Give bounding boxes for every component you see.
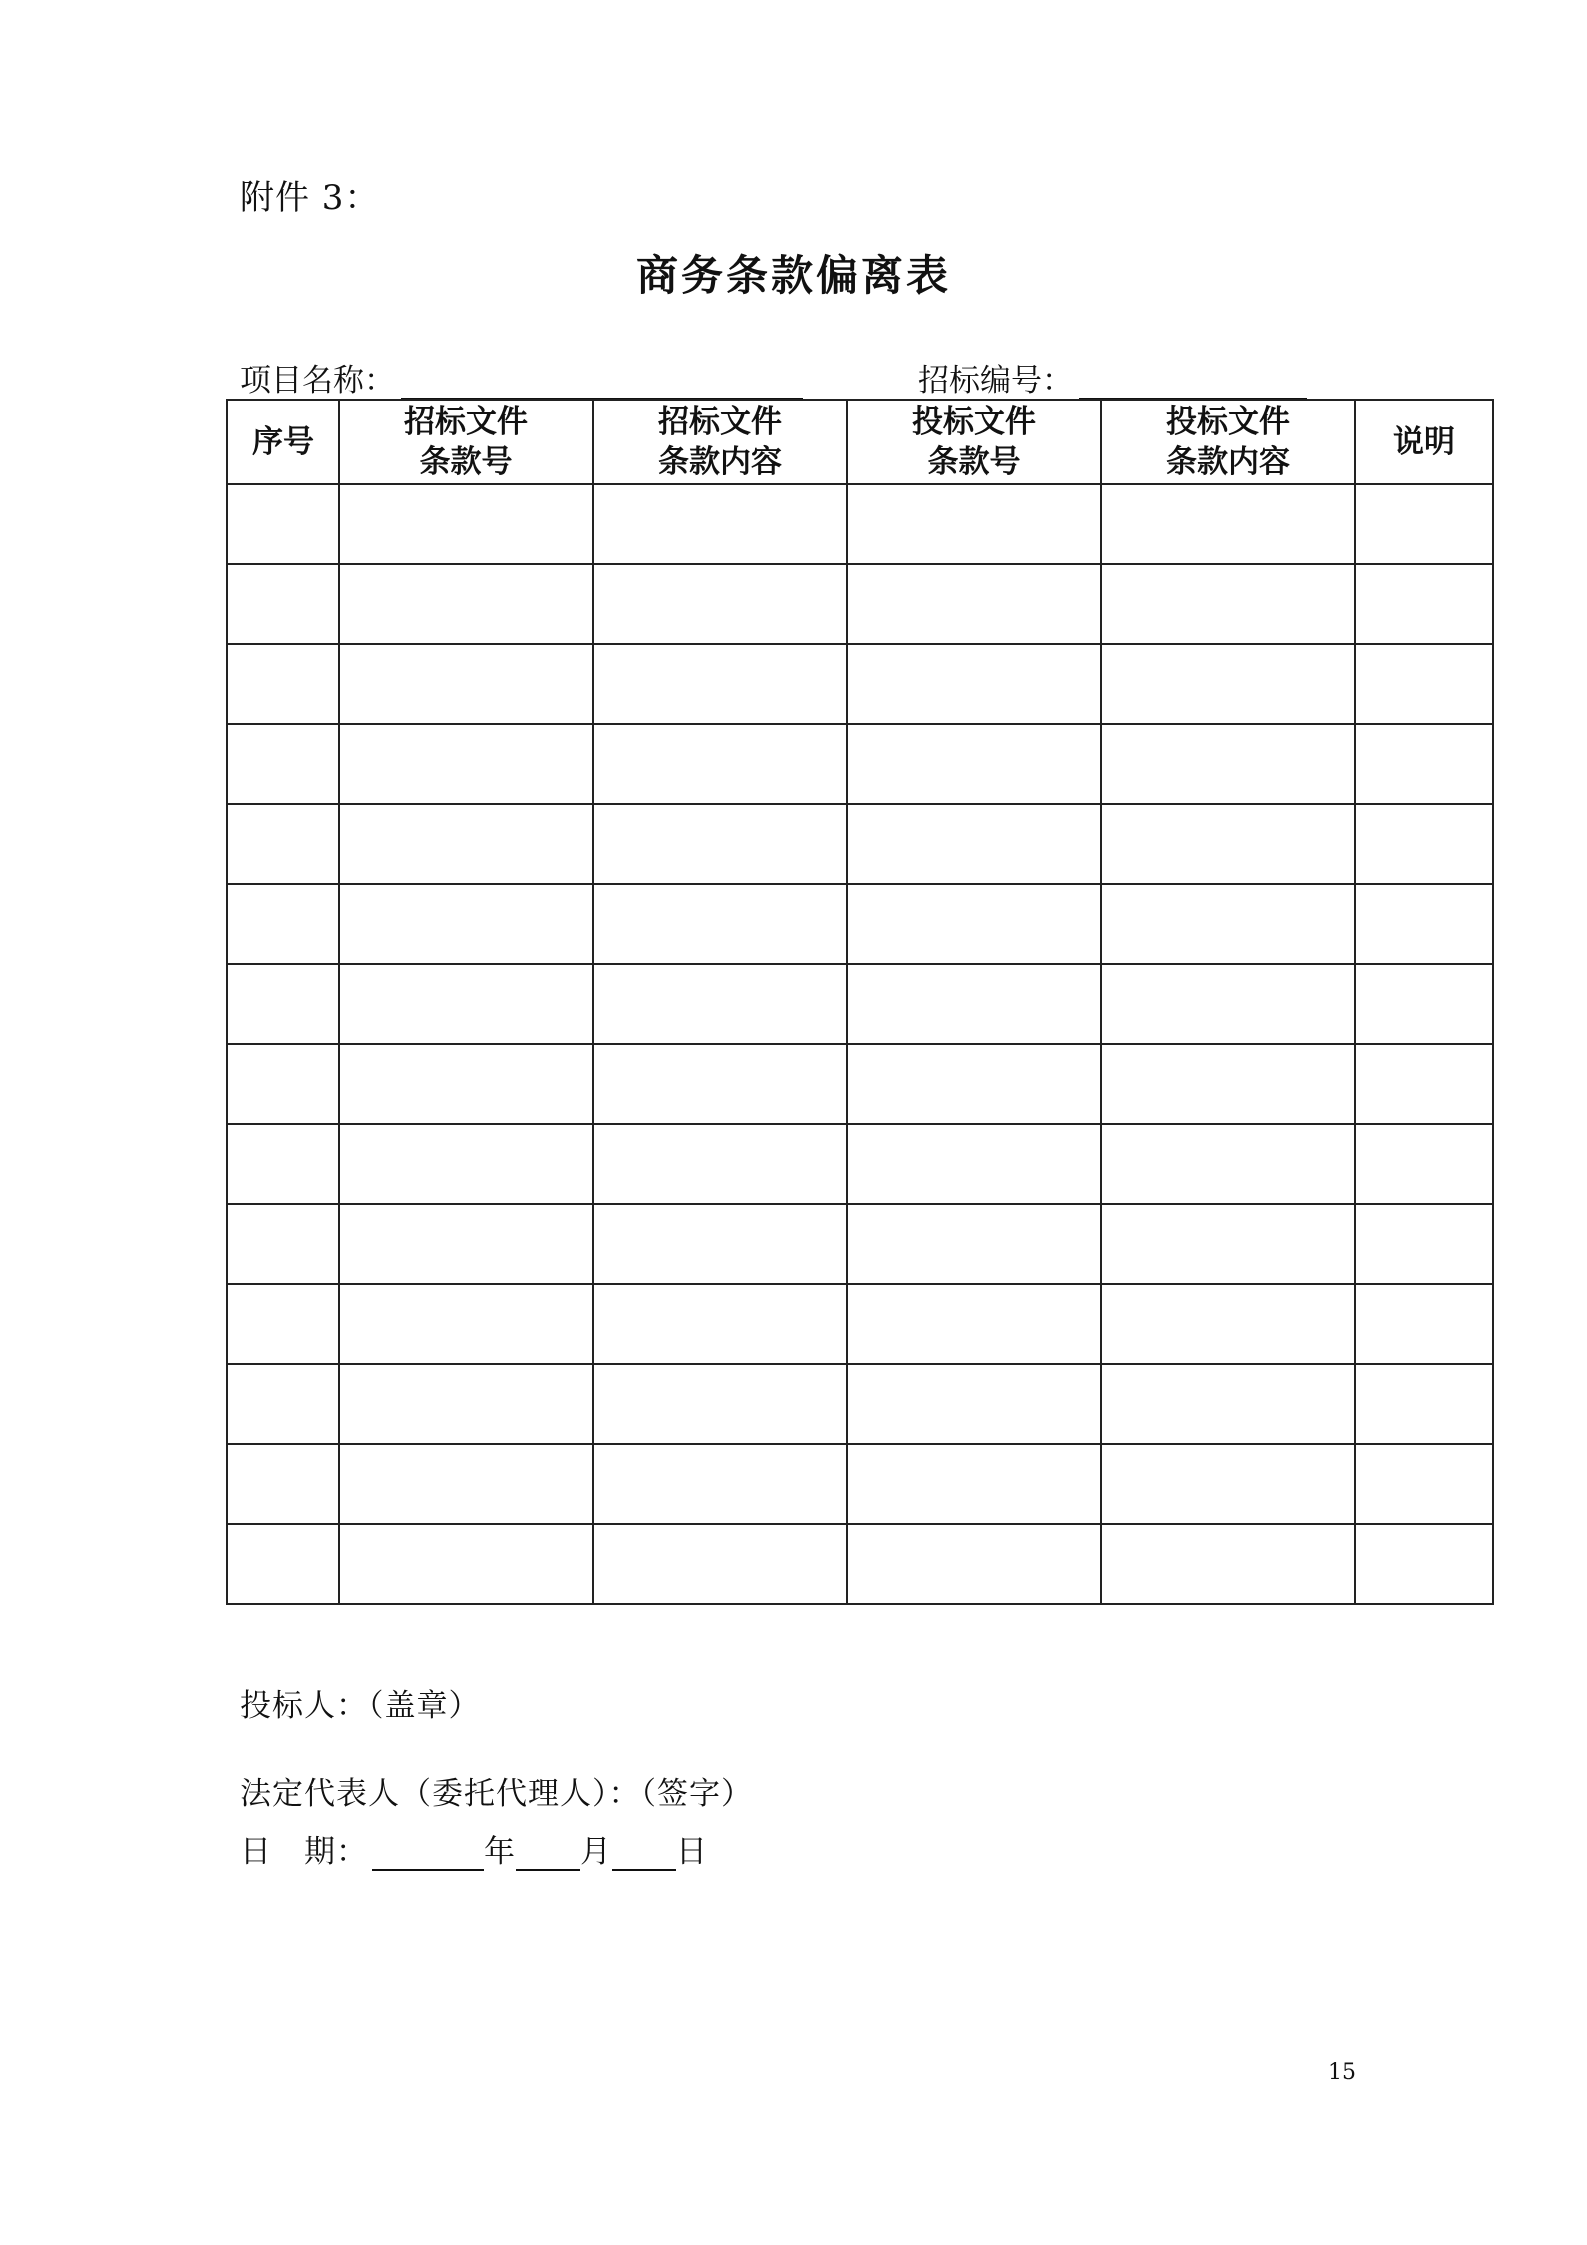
table-row — [227, 1524, 1493, 1604]
table-cell[interactable] — [593, 1524, 847, 1604]
table-cell[interactable] — [593, 1284, 847, 1364]
table-cell[interactable] — [593, 1124, 847, 1204]
table-cell[interactable] — [847, 964, 1101, 1044]
table-row — [227, 884, 1493, 964]
table-cell[interactable] — [339, 724, 593, 804]
table-cell[interactable] — [339, 884, 593, 964]
table-cell[interactable] — [593, 1044, 847, 1124]
table-cell[interactable] — [339, 1444, 593, 1524]
table-cell[interactable] — [1101, 804, 1355, 884]
table-row — [227, 1124, 1493, 1204]
table-cell[interactable] — [593, 484, 847, 564]
year-label: 年 — [484, 1834, 516, 1870]
table-cell[interactable] — [339, 644, 593, 724]
bid-number-label: 招标编号： — [918, 363, 1073, 399]
table-cell[interactable] — [847, 564, 1101, 644]
month-blank[interactable] — [516, 1839, 580, 1871]
table-row — [227, 1364, 1493, 1444]
table-cell[interactable] — [847, 724, 1101, 804]
table-row — [227, 644, 1493, 724]
table-cell[interactable] — [847, 1044, 1101, 1124]
table-cell[interactable] — [847, 1444, 1101, 1524]
table-cell[interactable] — [227, 564, 339, 644]
table-cell[interactable] — [339, 1364, 593, 1444]
table-cell[interactable] — [1101, 724, 1355, 804]
day-blank[interactable] — [612, 1839, 676, 1871]
table-cell[interactable] — [1101, 1204, 1355, 1284]
table-cell[interactable] — [1355, 884, 1493, 964]
table-cell[interactable] — [847, 804, 1101, 884]
header-remarks: 说明 — [1355, 400, 1493, 484]
document-title: 商务条款偏离表 — [635, 251, 951, 300]
table-header-row — [227, 400, 1493, 484]
table-cell[interactable] — [339, 1284, 593, 1364]
table-row — [227, 564, 1493, 644]
bid-number-row — [918, 355, 1307, 400]
table-cell[interactable] — [339, 1524, 593, 1604]
table-cell[interactable] — [593, 564, 847, 644]
table-cell[interactable] — [1101, 1444, 1355, 1524]
table-cell[interactable] — [593, 724, 847, 804]
table-cell[interactable] — [593, 884, 847, 964]
table-cell[interactable] — [339, 1044, 593, 1124]
header-tender-clause-content: 招标文件 条款内容 — [593, 400, 847, 484]
table-row — [227, 1444, 1493, 1524]
table-cell[interactable] — [593, 1204, 847, 1284]
table-cell[interactable] — [593, 1444, 847, 1524]
table-cell[interactable] — [847, 1284, 1101, 1364]
table-cell[interactable] — [1101, 964, 1355, 1044]
header-bid-clause-content: 投标文件 条款内容 — [1101, 400, 1355, 484]
page-number: 15 — [1328, 2060, 1356, 2085]
table-cell[interactable] — [1101, 1364, 1355, 1444]
table-cell[interactable] — [1101, 564, 1355, 644]
table-cell[interactable] — [847, 1524, 1101, 1604]
table-cell[interactable] — [1355, 964, 1493, 1044]
table-cell[interactable] — [1101, 644, 1355, 724]
table-cell[interactable] — [1101, 484, 1355, 564]
table-cell[interactable] — [1355, 724, 1493, 804]
project-name-label: 项目名称： — [240, 363, 395, 399]
table-cell[interactable] — [1355, 564, 1493, 644]
table-cell[interactable] — [227, 1204, 339, 1284]
header-index: 序号 — [227, 400, 339, 484]
table-cell[interactable] — [227, 804, 339, 884]
table-cell[interactable] — [847, 884, 1101, 964]
table-cell[interactable] — [339, 484, 593, 564]
table-cell[interactable] — [1355, 1524, 1493, 1604]
table-cell[interactable] — [847, 1124, 1101, 1204]
year-blank[interactable] — [372, 1839, 484, 1871]
table-cell[interactable] — [339, 804, 593, 884]
project-name-row — [240, 355, 803, 400]
table-cell[interactable] — [339, 1124, 593, 1204]
table-cell[interactable] — [1355, 1284, 1493, 1364]
table-cell[interactable] — [227, 1124, 339, 1204]
table-row — [227, 1044, 1493, 1124]
table-cell[interactable] — [1355, 1444, 1493, 1524]
table-row — [227, 964, 1493, 1044]
table-cell[interactable] — [227, 1364, 339, 1444]
deviation-table-container — [226, 399, 1494, 1605]
header-tender-clause-no: 招标文件 条款号 — [339, 400, 593, 484]
table-cell[interactable] — [1355, 1044, 1493, 1124]
table-cell[interactable] — [1101, 1044, 1355, 1124]
bid-number-blank[interactable] — [1079, 368, 1307, 400]
project-name-blank[interactable] — [401, 368, 803, 400]
table-cell[interactable] — [227, 964, 339, 1044]
table-cell[interactable] — [847, 644, 1101, 724]
representative-sign-line: 法定代表人（委托代理人）：（签字） — [240, 1776, 753, 1812]
table-row — [227, 484, 1493, 564]
date-line — [240, 1826, 708, 1871]
table-cell[interactable] — [593, 1364, 847, 1444]
table-cell[interactable] — [227, 1524, 339, 1604]
table-cell[interactable] — [593, 964, 847, 1044]
table-row — [227, 724, 1493, 804]
header-bid-clause-no: 投标文件 条款号 — [847, 400, 1101, 484]
table-cell[interactable] — [1355, 1124, 1493, 1204]
day-label: 日 — [676, 1834, 708, 1870]
table-body — [227, 484, 1493, 1604]
bidder-seal-line: 投标人：（盖章） — [240, 1688, 481, 1724]
table-cell[interactable] — [847, 1204, 1101, 1284]
attachment-label: 附件 3： — [240, 178, 380, 218]
table-cell[interactable] — [1101, 1284, 1355, 1364]
table-cell[interactable] — [227, 724, 339, 804]
table-cell[interactable] — [593, 644, 847, 724]
table-cell[interactable] — [227, 1044, 339, 1124]
table-cell[interactable] — [339, 964, 593, 1044]
table-cell[interactable] — [227, 644, 339, 724]
table-cell[interactable] — [1355, 1204, 1493, 1284]
table-cell[interactable] — [1355, 644, 1493, 724]
table-cell[interactable] — [227, 884, 339, 964]
table-cell[interactable] — [339, 1204, 593, 1284]
table-cell[interactable] — [593, 804, 847, 884]
month-label: 月 — [580, 1834, 612, 1870]
table-cell[interactable] — [1101, 1124, 1355, 1204]
table-cell[interactable] — [1355, 804, 1493, 884]
table-cell[interactable] — [1101, 884, 1355, 964]
table-row — [227, 1204, 1493, 1284]
table-cell[interactable] — [227, 1444, 339, 1524]
date-label: 日 期： — [240, 1834, 368, 1870]
table-cell[interactable] — [847, 1364, 1101, 1444]
table-cell[interactable] — [847, 484, 1101, 564]
deviation-table — [226, 399, 1494, 1605]
table-cell[interactable] — [1101, 1524, 1355, 1604]
table-cell[interactable] — [227, 1284, 339, 1364]
table-cell[interactable] — [339, 564, 593, 644]
table-cell[interactable] — [1355, 1364, 1493, 1444]
table-cell[interactable] — [227, 484, 339, 564]
table-row — [227, 1284, 1493, 1364]
table-cell[interactable] — [1355, 484, 1493, 564]
table-row — [227, 804, 1493, 884]
